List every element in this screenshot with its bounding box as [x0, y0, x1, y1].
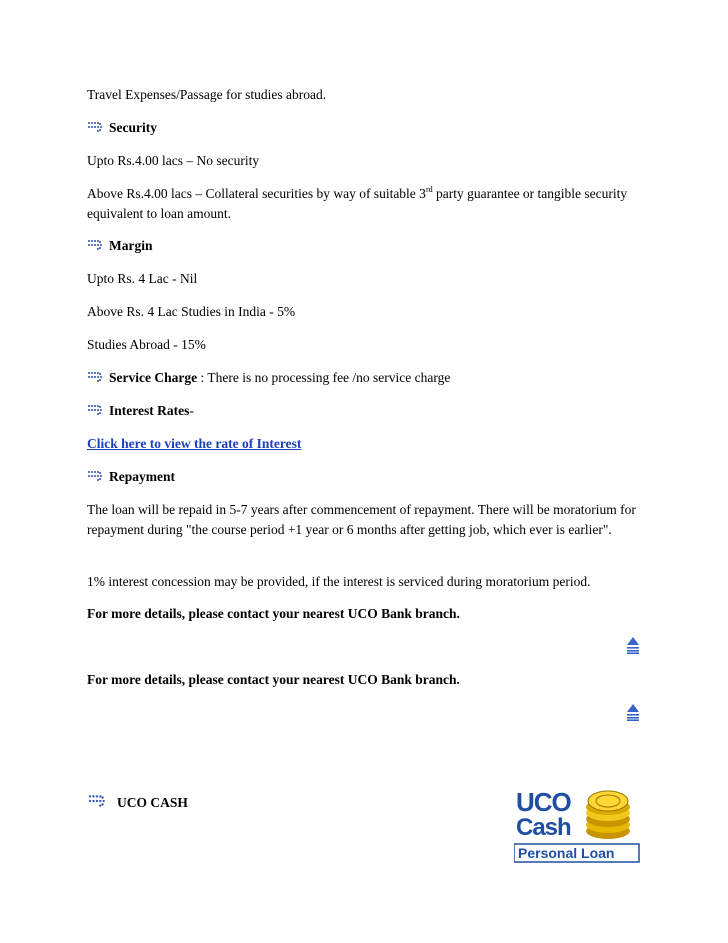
dotted-arrow-icon	[87, 370, 105, 384]
security-heading: Security	[109, 120, 157, 135]
logo-uco: UCO	[516, 787, 571, 817]
security-line-2: Above Rs.4.00 lacs – Collateral securities by way of suitable 3rd party guarantee or tangible security equivalent to loan amount.	[87, 185, 628, 221]
contact-note-1: For more details, please contact your nearest UCO Bank branch.	[87, 606, 460, 621]
interest-heading-row	[87, 401, 647, 421]
dotted-arrow-icon	[87, 469, 105, 483]
repayment-heading: Repayment	[109, 469, 175, 484]
repayment-heading-row	[87, 467, 647, 487]
intro-text: Travel Expenses/Passage for studies abroad.	[87, 87, 327, 102]
interest-suffix: -	[189, 403, 194, 418]
margin-heading-row	[87, 236, 647, 256]
dotted-arrow-icon	[87, 403, 105, 417]
back-to-top-icon[interactable]	[626, 636, 640, 654]
uco-cash-heading: UCO CASH	[117, 795, 188, 810]
service-charge-text: : There is no processing fee /no service charge	[197, 370, 451, 385]
margin-line-2: Above Rs. 4 Lac Studies in India - 5%	[87, 304, 296, 319]
margin-line-1: Upto Rs. 4 Lac - Nil	[87, 271, 198, 286]
service-charge-heading: Service Charge	[109, 370, 198, 385]
contact-note-2: For more details, please contact your nearest UCO Bank branch.	[87, 672, 460, 687]
back-to-top-icon[interactable]	[626, 703, 640, 721]
dotted-arrow-icon	[87, 120, 105, 134]
dotted-arrow-icon	[87, 238, 105, 252]
margin-line-3: Studies Abroad - 15%	[87, 337, 206, 352]
margin-heading: Margin	[109, 238, 153, 253]
interest-heading: Interest Rates	[109, 403, 190, 418]
logo-cash: Cash	[516, 814, 571, 841]
repayment-paragraph-2: 1% interest concession may be provided, if the interest is serviced during moratorium period.	[87, 574, 591, 589]
uco-cash-logo	[514, 787, 640, 863]
dotted-arrow-icon	[87, 793, 109, 809]
logo-personal-loan: Personal Loan	[518, 845, 615, 861]
security-line-1: Upto Rs.4.00 lacs – No security	[87, 153, 260, 168]
security-heading-row	[87, 118, 647, 138]
interest-rate-link[interactable]: Click here to view the rate of Interest	[87, 436, 302, 451]
service-charge-row	[87, 368, 647, 388]
interest-link-row	[87, 434, 647, 454]
repayment-paragraph-1: The loan will be repaid in 5-7 years after commencement of repayment. There will be moratorium for repayment during "the course period +1 year or 6 months after getting job, which ever is earlier".	[87, 502, 636, 537]
